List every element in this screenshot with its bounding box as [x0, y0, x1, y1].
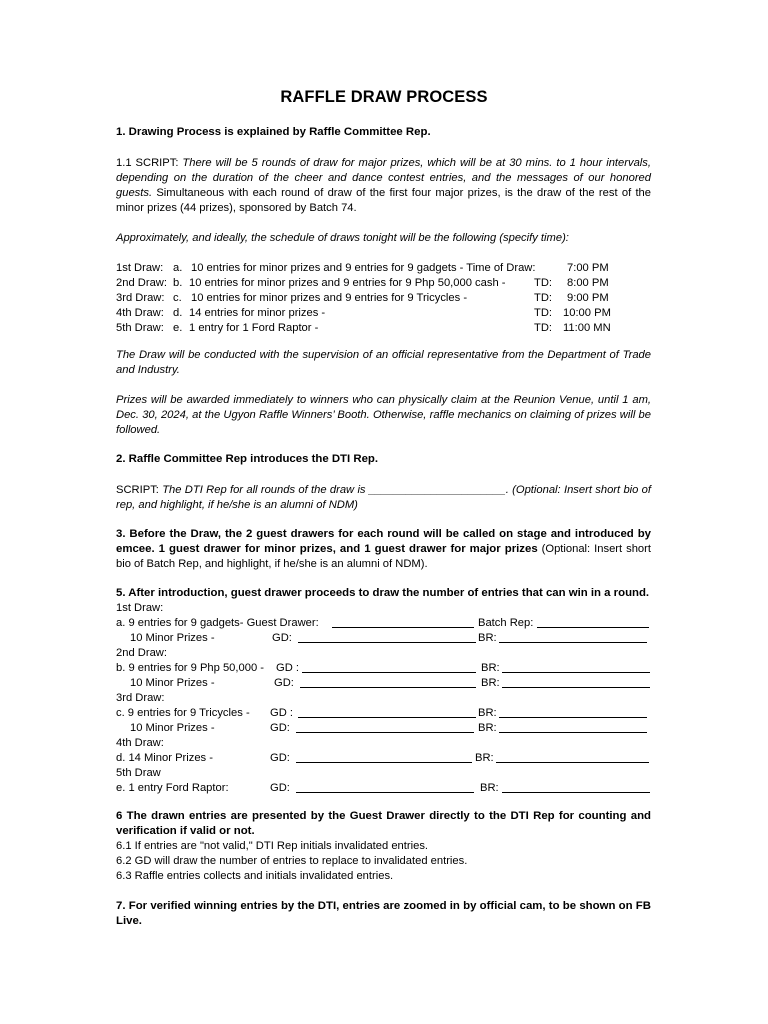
- schedule-desc: 10 entries for minor prizes and 9 entries for 9 Tricycles -: [191, 292, 468, 304]
- row-label: 10 Minor Prizes -: [130, 632, 215, 644]
- step6-item: 6.1 If entries are "not valid," DTI Rep initials invalidated entries.: [116, 840, 429, 852]
- row-label: a. 9 entries for 9 gadgets- Guest Drawer:: [116, 617, 319, 629]
- gd-label: GD:: [272, 632, 292, 644]
- row-label: c. 9 entries for 9 Tricycles -: [116, 707, 250, 719]
- schedule-draw: 2nd Draw:: [116, 277, 167, 289]
- gd-label: GD:: [270, 752, 290, 764]
- schedule-letter: b.: [173, 277, 183, 289]
- br-blank[interactable]: [499, 631, 647, 643]
- schedule-time: 9:00 PM: [567, 292, 609, 304]
- gd-blank[interactable]: [298, 706, 476, 718]
- schedule-row: [116, 321, 656, 336]
- step1-script-italic: There will be 5 rounds of draw for major prizes, which will be at 30 mins. to 1 hour intervals, depending on the duration of the cheer and dance contest entries, and the messages of our honored guests.: [116, 157, 651, 199]
- page-title: RAFFLE DRAW PROCESS: [280, 88, 488, 106]
- draw-round-label: [116, 601, 656, 616]
- draw-round-label: [116, 766, 656, 781]
- row-label: 10 Minor Prizes -: [130, 722, 215, 734]
- step2-script-italic: The DTI Rep for all rounds of the draw is ______________________. (Optional: Insert short bio of rep, and highlight, if he/she is an alumni of NDM): [116, 484, 652, 511]
- schedule-intro: Approximately, and ideally, the schedule of draws tonight will be the following (specify time):: [116, 232, 569, 244]
- schedule-letter: d.: [173, 307, 183, 319]
- step6-heading: 6 The drawn entries are presented by the Guest Drawer directly to the DTI Rep for counting and verification if valid or not.: [116, 810, 651, 837]
- br-label: BR:: [478, 707, 497, 719]
- row-label: e. 1 entry Ford Raptor:: [116, 782, 229, 794]
- schedule-time: 7:00 PM: [567, 262, 609, 274]
- gd-label: GD :: [276, 662, 299, 674]
- schedule-td: TD:: [534, 307, 553, 319]
- step1-heading: 1. Drawing Process is explained by Raffle Committee Rep.: [116, 126, 431, 138]
- form-row: [116, 676, 656, 691]
- gd-label: GD :: [270, 707, 293, 719]
- schedule-time: 11:00 MN: [563, 322, 611, 334]
- gd-blank[interactable]: [302, 661, 476, 673]
- schedule-row: [116, 276, 656, 291]
- schedule-draw: 4th Draw:: [116, 307, 164, 319]
- schedule-desc: 10 entries for minor prizes and 9 entries for 9 Php 50,000 cash -: [189, 277, 506, 289]
- br-label: BR:: [475, 752, 494, 764]
- step6-item: 6.2 GD will draw the number of entries to replace to invalidated entries.: [116, 855, 468, 867]
- schedule-td: TD:: [534, 277, 553, 289]
- schedule-desc: 14 entries for minor prizes -: [189, 307, 326, 319]
- schedule-row: [116, 261, 656, 276]
- draw-round-label: [116, 736, 656, 751]
- form-row: [116, 706, 656, 721]
- schedule-time: 10:00 PM: [563, 307, 611, 319]
- gd-label: GD:: [270, 722, 290, 734]
- schedule-draw: 5th Draw:: [116, 322, 164, 334]
- form-row: [116, 721, 656, 736]
- schedule-row: [116, 306, 656, 321]
- draw-round-label: [116, 691, 656, 706]
- draw-round-label: [116, 646, 656, 661]
- awarding-note: Prizes will be awarded immediately to winners who can physically claim at the Reunion Venue, until 1 am, Dec. 30, 2024, at the Ugyon Raffle Winners’ Booth. Otherwise, raffle mechanics on claiming of prizes will be followed.: [116, 394, 651, 436]
- schedule-letter: c.: [173, 292, 182, 304]
- supervision-note: The Draw will be conducted with the supervision of an official representative from the Department of Trade and Industry.: [116, 349, 651, 376]
- br-blank[interactable]: [499, 721, 647, 733]
- br-blank[interactable]: [502, 781, 650, 793]
- gd-blank[interactable]: [296, 721, 474, 733]
- row-label: b. 9 entries for 9 Php 50,000 -: [116, 662, 265, 674]
- draw-2-label: 2nd Draw:: [116, 647, 167, 659]
- row-label: 10 Minor Prizes -: [130, 677, 215, 689]
- draw-1-label: 1st Draw:: [116, 602, 164, 614]
- form-row: [116, 781, 656, 796]
- step2-script: [116, 483, 651, 513]
- step7-heading: 7. For verified winning entries by the DTI, entries are zoomed in by official cam, to be shown on FB Live.: [116, 900, 651, 927]
- schedule-time: 8:00 PM: [567, 277, 609, 289]
- form-row: [116, 751, 656, 766]
- gd-blank[interactable]: [296, 751, 472, 763]
- gd-blank[interactable]: [296, 781, 474, 793]
- step6-item: 6.3 Raffle entries collects and initials invalidated entries.: [116, 870, 394, 882]
- br-blank[interactable]: [502, 661, 650, 673]
- form-row: [116, 661, 656, 676]
- schedule-draw: 1st Draw:: [116, 262, 164, 274]
- step1-script: [116, 156, 651, 216]
- step3-rest: (Optional: Insert short bio of Batch Rep, and highlight, if he/she is an alumni of NDM).: [116, 543, 651, 570]
- br-blank[interactable]: [496, 751, 649, 763]
- draw-5-label: 5th Draw: [116, 767, 161, 779]
- br-label: BR:: [480, 782, 499, 794]
- batch-rep-blank[interactable]: [537, 616, 649, 628]
- br-label: BR:: [481, 662, 500, 674]
- schedule-draw: 3rd Draw:: [116, 292, 165, 304]
- row-label: d. 14 Minor Prizes -: [116, 752, 213, 764]
- br-label: BR:: [478, 722, 497, 734]
- gd-label: GD:: [270, 782, 290, 794]
- br-blank[interactable]: [499, 706, 647, 718]
- gd-label: GD:: [274, 677, 294, 689]
- form-row: [116, 616, 656, 631]
- batch-rep-label: Batch Rep:: [478, 617, 534, 629]
- step5-heading: 5. After introduction, guest drawer proceeds to draw the number of entries that can win in a round.: [116, 587, 650, 599]
- step1-script-rest: Simultaneous with each round of draw of the first four major prizes, is the draw of the rest of the minor prizes (44 prizes), sponsored by Batch 74.: [116, 187, 651, 214]
- draw-3-label: 3rd Draw:: [116, 692, 165, 704]
- gd-blank[interactable]: [300, 676, 476, 688]
- form-row: [116, 631, 656, 646]
- schedule-desc: 10 entries for minor prizes and 9 entries for 9 gadgets - Time of Draw:: [191, 262, 536, 274]
- step1-script-label: 1.1 SCRIPT:: [116, 157, 183, 169]
- step2-script-label: SCRIPT:: [116, 484, 163, 496]
- schedule-letter: e.: [173, 322, 183, 334]
- br-label: BR:: [481, 677, 500, 689]
- schedule-letter: a.: [173, 262, 183, 274]
- step3-paragraph: [116, 527, 651, 572]
- br-blank[interactable]: [502, 676, 650, 688]
- schedule-td: TD:: [534, 292, 553, 304]
- schedule-td: TD:: [534, 322, 553, 334]
- schedule-desc: 1 entry for 1 Ford Raptor -: [189, 322, 319, 334]
- step2-heading: 2. Raffle Committee Rep introduces the DTI Rep.: [116, 453, 379, 465]
- br-label: BR:: [478, 632, 497, 644]
- guest-drawer-blank[interactable]: [332, 616, 474, 628]
- draw-4-label: 4th Draw:: [116, 737, 164, 749]
- step3-heading: 3. Before the Draw, the 2 guest drawers for each round will be called on stage and introduced by emcee. 1 guest drawer for minor prizes, and 1 guest drawer for major prizes: [116, 528, 651, 555]
- gd-blank[interactable]: [298, 631, 476, 643]
- schedule-row: [116, 291, 656, 306]
